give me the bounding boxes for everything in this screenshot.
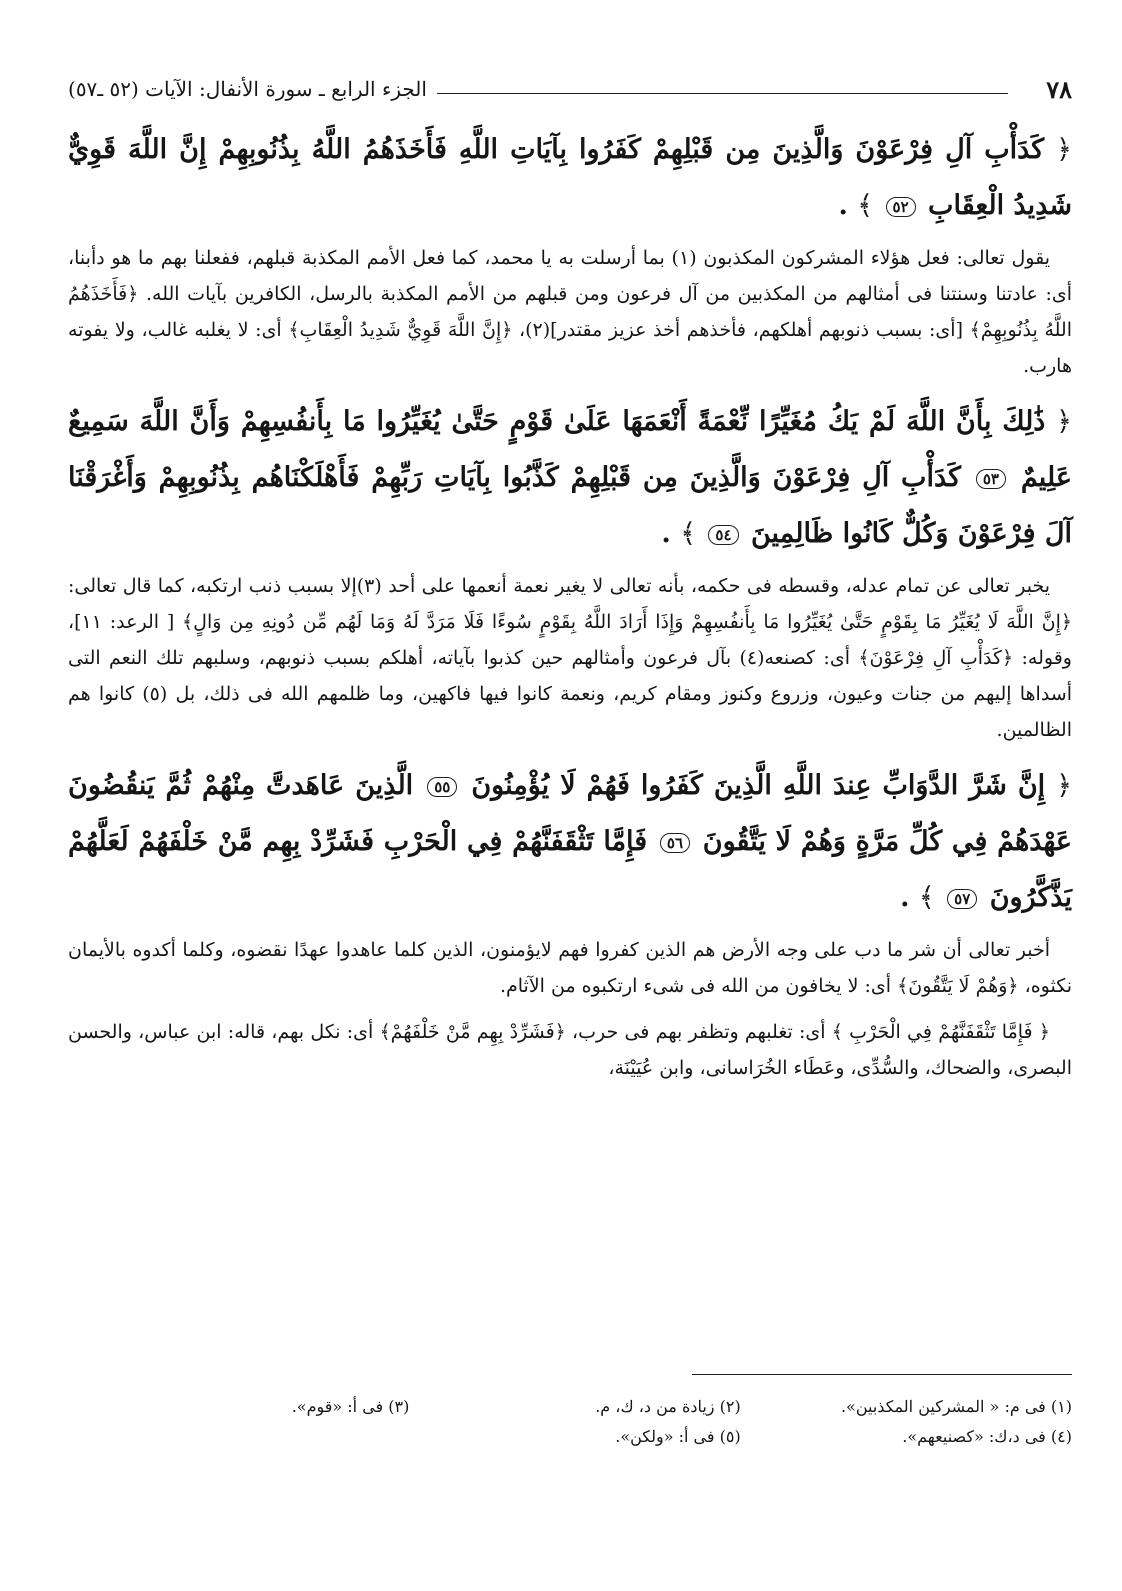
verse-text: كَدَأْبِ آلِ فِرْعَوْنَ وَالَّذِينَ مِن قَبْلِهِمْ كَذَّبُوا بِآيَاتِ رَبِّهِمْ فَأَهْلَكْنَاهُم بِذُنُوبِهِمْ وَأَغْرَقْنَا آلَ فِرْعَوْنَ وَكُلٌّ كَانُوا ظَالِمِينَ	[68, 462, 1072, 549]
book-page	[68, 62, 1072, 1552]
verse-block-53-54	[68, 394, 1072, 562]
footnote-empty	[78, 1422, 409, 1452]
verse-period: .	[661, 518, 681, 549]
footnote-2: (٢) زيادة من د، ك، م.	[595, 1397, 741, 1416]
commentary-paragraph: يخبر تعالى عن تمام عدله، وقسطه فى حكمه، بأنه تعالى لا يغير نعمة أنعمها على أحد (٣)إلا بسبب ذنب ارتكبه، كما قال تعالى: ﴿إِنَّ اللَّهَ لَا يُغَيِّرُ مَا بِقَوْمٍ حَتَّىٰ يُغَيِّرُوا مَا بِأَنفُسِهِمْ وَإِذَا أَرَادَ اللَّهُ بِقَوْمٍ سُوءًا فَلَا مَرَدَّ لَهُ وَمَا لَهُم مِّن دُونِهِ مِن وَالٍ﴾ [ الرعد: ١١]، وقوله: ﴿كَدَأْبِ آلِ فِرْعَوْنَ﴾ أى: كصنعه(٤) بآل فرعون وأمثالهم حين كذبوا بآياته، أهلكم بسبب ذنوبهم، وسلبهم تلك النعم التى أسداها إليهم من جنات وعيون، وزروع وكنوز ومقام كريم، ونعمة كانوا فيها فاكهين، وما ظلمهم الله فى ذلك، بل (٥) كانوا هم الظالمين.	[68, 575, 1072, 741]
footnote-separator	[692, 1374, 1072, 1375]
footnote-1: (١) فى م: « المشركين المكذبين».	[840, 1397, 1072, 1416]
verse-close-bracket: ﴾	[918, 882, 935, 913]
footnote-row	[68, 1422, 1072, 1452]
ayah-number: ٥٣	[976, 469, 1006, 489]
ayah-number: ٥٥	[427, 777, 457, 797]
commentary-paragraph: ﴿ فَإِمَّا تَثْقَفَنَّهُمْ فِي الْحَرْبِ ﴾ أى: تغلبهم وتظفر بهم فى حرب، ﴿فَشَرِّدْ بِهِم مَّنْ خَلْفَهُمْ﴾ أى: نكل بهم، قاله: ابن عباس، والحسن البصرى، والضحاك، والسُّدِّى، وعَطَاء الخُرَاسانى، وابن عُيَيْنَة،	[68, 1021, 1072, 1079]
verse-period: .	[900, 882, 919, 913]
verse-text: الَّذِينَ عَاهَدتَّ مِنْهُمْ ثُمَّ يَنقُضُونَ عَهْدَهُمْ فِي كُلِّ مَرَّةٍ وَهُمْ لَا يَتَّقُونَ	[68, 770, 1073, 857]
footnote-row	[68, 1392, 1072, 1422]
verse-close-bracket: ﴾	[857, 190, 874, 221]
page-number: ٧٨	[1046, 74, 1072, 104]
running-title: الجزء الرابع ـ سورة الأنفال: الآيات (٥٢ ـ٥٧)	[68, 77, 427, 101]
verse-text: إِنَّ شَرَّ الدَّوَابِّ عِندَ اللَّهِ الَّذِينَ كَفَرُوا فَهُمْ لَا يُؤْمِنُونَ	[471, 770, 1046, 801]
ayah-number: ٥٦	[660, 833, 690, 853]
verse-block-55-57	[68, 758, 1072, 926]
verse-open-bracket: ﴿	[1056, 406, 1072, 437]
ayah-number: ٥٤	[708, 525, 738, 545]
ayah-number: ٥٢	[886, 197, 916, 217]
commentary-paragraph: يقول تعالى: فعل هؤلاء المشركون المكذبون (١) بما أرسلت به يا محمد، كما فعل الأمم المكذبة قبلهم، ففعلنا بهم ما هو دأبنا، أى: عادتنا وسنتنا فى أمثالهم من المكذبين من آل فرعون ومن قبلهم من الأمم المكذبة بالرسل، الكافرين بآيات الله. ﴿فَأَخَذَهُمُ اللَّهُ بِذُنُوبِهِمْ﴾ [أى: بسبب ذنوبهم أهلكهم، فأخذهم أخذ عزيز مقتدر](٢)، ﴿إِنَّ اللَّهَ قَوِيٌّ شَدِيدُ الْعِقَابِ﴾ أى: لا يغلبه غالب، ولا يفوته هارب.	[68, 247, 1072, 377]
footnote-4: (٤) فى د،ك: «كصنيعهم».	[902, 1427, 1072, 1446]
verse-close-bracket: ﴾	[680, 518, 697, 549]
footnote-3: (٣) فى أ: «قوم».	[291, 1397, 410, 1416]
verse-text: كَدَأْبِ آلِ فِرْعَوْنَ وَالَّذِينَ مِن قَبْلِهِمْ كَفَرُوا بِآيَاتِ اللَّهِ فَأَخَذَهُمُ اللَّهُ بِذُنُوبِهِمْ إِنَّ اللَّهَ قَوِيٌّ شَدِيدُ الْعِقَابِ	[68, 134, 1072, 221]
verse-open-bracket: ﴿	[1056, 770, 1073, 801]
verse-text: ذَٰلِكَ بِأَنَّ اللَّهَ لَمْ يَكُ مُغَيِّرًا نِّعْمَةً أَنْعَمَهَا عَلَىٰ قَوْمٍ حَتَّىٰ يُغَيِّرُوا مَا بِأَنفُسِهِمْ وَأَنَّ اللَّهَ سَمِيعٌ عَلِيمٌ	[68, 406, 1072, 493]
commentary-paragraph: أخبر تعالى أن شر ما دب على وجه الأرض هم الذين كفروا فهم لايؤمنون، الذين كلما عاهدوا عهدًا نقضوه، وكلما أكدوه بالأيمان نكثوه، ﴿وَهُمْ لَا يَتَّقُونَ﴾ أى: لا يخافون من الله فى شىء ارتكبوه من الآثام.	[68, 939, 1072, 997]
verse-block-52	[68, 122, 1072, 234]
ayah-number: ٥٧	[947, 889, 977, 909]
footnote-5: (٥) فى أ: «ولكن».	[615, 1427, 741, 1446]
verse-open-bracket: ﴿	[1056, 134, 1072, 165]
verse-text: فَإِمَّا تَثْقَفَنَّهُمْ فِي الْحَرْبِ فَشَرِّدْ بِهِم مَّنْ خَلْفَهُمْ لَعَلَّهُمْ يَذَّكَّرُونَ	[68, 826, 1072, 913]
footnotes	[68, 1392, 1072, 1452]
verse-period: .	[838, 190, 858, 221]
running-header	[68, 62, 1072, 116]
header-rule	[437, 93, 1008, 94]
